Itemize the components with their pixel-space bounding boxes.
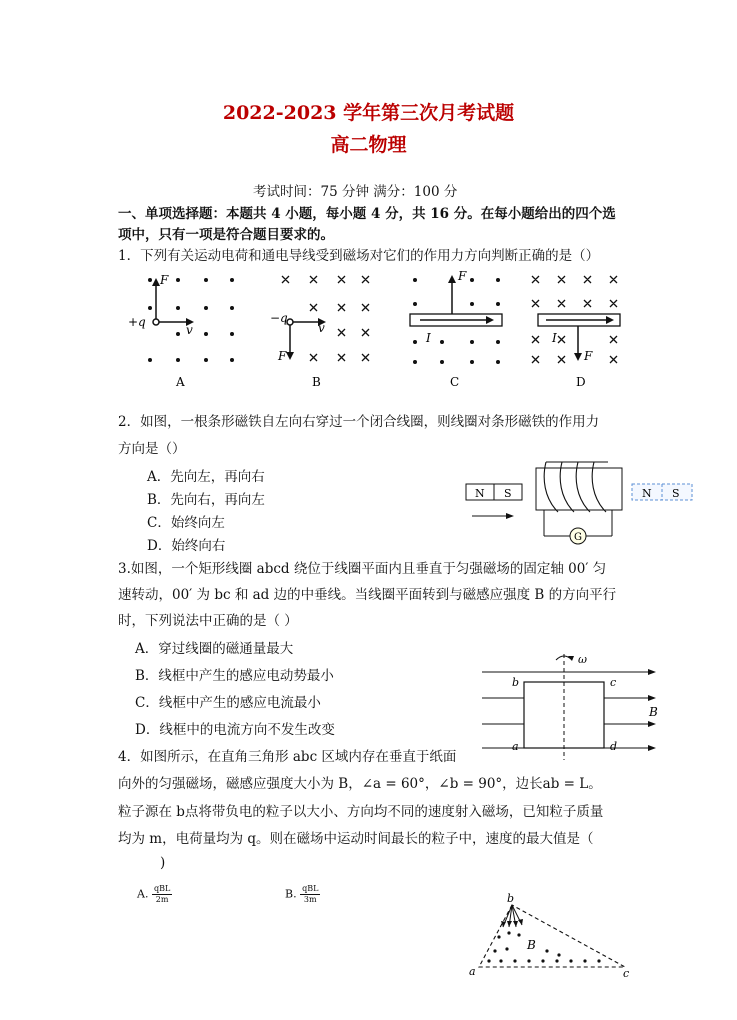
- question-4-option-b: [285, 884, 320, 905]
- magnet-left-s: S: [504, 487, 512, 500]
- question-2-line2: 方向是（）: [118, 441, 186, 457]
- fig-c-current-label: I: [426, 331, 431, 345]
- vertex-b-label: b: [507, 893, 515, 905]
- fig-a-label: A: [176, 375, 185, 389]
- fig-d-force-label: F: [584, 349, 593, 363]
- fig-a-charge-label: +q: [128, 315, 146, 329]
- option-a-fraction: [152, 884, 172, 905]
- fig-c-force-label: F: [458, 269, 467, 283]
- option-a-denominator: 2m: [155, 895, 169, 904]
- question-4-line4: 均为 m，电荷量均为 q。则在磁场中运动时间最长的粒子中，速度的最大值是（: [118, 831, 594, 847]
- question-3-option-b: B．线框中产生的感应电动势最小: [135, 668, 334, 684]
- option-a-letter: A.: [137, 887, 149, 901]
- option-a-numerator: qBL: [153, 884, 171, 893]
- question-3-line2: 速转动，00′ 为 bc 和 ad 边的中垂线。当线圈平面转到与磁感应强度 B 的方向平行: [118, 587, 617, 603]
- option-b-denominator: 3m: [303, 895, 317, 904]
- question-2-option-b: B．先向右，再向左: [147, 492, 265, 508]
- question-1-figures: [120, 262, 640, 392]
- option-b-fraction: [300, 884, 320, 905]
- question-4-figure: [465, 893, 635, 979]
- question-3-line3: 时，下列说法中正确的是（ ）: [118, 613, 298, 629]
- field-b-label-q4: B: [527, 938, 536, 952]
- vertex-a-label: a: [469, 965, 476, 978]
- corner-a-label: a: [512, 740, 519, 753]
- galvanometer-label: G: [574, 532, 582, 543]
- vertex-c-label: c: [623, 967, 630, 979]
- question-2-figure: [462, 458, 698, 550]
- fig-c-label: C: [450, 375, 460, 389]
- fig-b-charge-label: −q: [270, 311, 288, 325]
- question-2-option-a: A．先向左，再向右: [147, 469, 265, 485]
- magnet-right-s: S: [672, 487, 680, 500]
- corner-c-label: c: [610, 676, 617, 689]
- corner-b-label: b: [512, 676, 520, 689]
- fig-b-velocity-label: v: [318, 321, 325, 335]
- magnet-left-n: N: [475, 487, 485, 500]
- fig-a-force-label: F: [160, 273, 169, 287]
- question-2-option-c: C．始终向左: [147, 515, 225, 531]
- page-title: 2022-2023 学年第三次月考试题: [222, 102, 515, 124]
- question-3-line1: 3.如图，一个矩形线圈 abcd 绕位于线圈平面内且垂直于匀强磁场的固定轴 00′ 匀: [118, 561, 607, 577]
- omega-label: ω: [578, 653, 587, 666]
- fig-d-label: D: [576, 375, 586, 389]
- question-3-option-d: D．线框中的电流方向不发生改变: [135, 722, 335, 738]
- field-b-label: B: [649, 705, 658, 719]
- option-b-letter: B.: [285, 887, 297, 901]
- option-b-numerator: qBL: [302, 884, 319, 893]
- question-3-option-c: C．线框中产生的感应电流最小: [135, 695, 321, 711]
- fig-a-velocity-label: v: [186, 323, 193, 337]
- fig-d-current-label: I: [552, 331, 557, 345]
- question-1-text: 1．下列有关运动电荷和通电导线受到磁场对它们的作用力方向判断正确的是（）: [118, 248, 600, 264]
- fig-b-force-label: F: [278, 349, 287, 363]
- question-2-line1: 2．如图，一根条形磁铁自左向右穿过一个闭合线圈，则线圈对条形磁铁的作用力: [118, 414, 600, 430]
- magnet-right-n: N: [642, 487, 652, 500]
- question-3-figure: [482, 650, 666, 762]
- question-4-line5: ): [160, 855, 166, 871]
- fig-b-label: B: [312, 375, 321, 389]
- question-4-option-a: [137, 884, 172, 905]
- question-4-line3: 粒子源在 b点将带负电的粒子以大小、方向均不同的速度射入磁场，已知粒子质量: [118, 804, 604, 820]
- page-subtitle: 高二物理: [330, 134, 407, 156]
- question-3-option-a: A．穿过线圈的磁通量最大: [135, 641, 294, 657]
- section-heading-line1: 一、单项选择题：本题共 4 小题，每小题 4 分，共 16 分。在每小题给出的四个选: [118, 206, 616, 222]
- section-heading-line2: 项中，只有一项是符合题目要求的。: [118, 227, 334, 243]
- question-4-line2: 向外的匀强磁场，磁感应强度大小为 B，∠a = 60°，∠b = 90°，边长ab = L。: [118, 776, 602, 792]
- question-4-line1: 4．如图所示，在直角三角形 abc 区域内存在垂直于纸面: [118, 749, 457, 765]
- question-2-option-d: D．始终向右: [147, 538, 226, 554]
- corner-d-label: d: [610, 740, 618, 753]
- exam-info: 考试时间：75 分钟 满分：100 分: [253, 184, 458, 200]
